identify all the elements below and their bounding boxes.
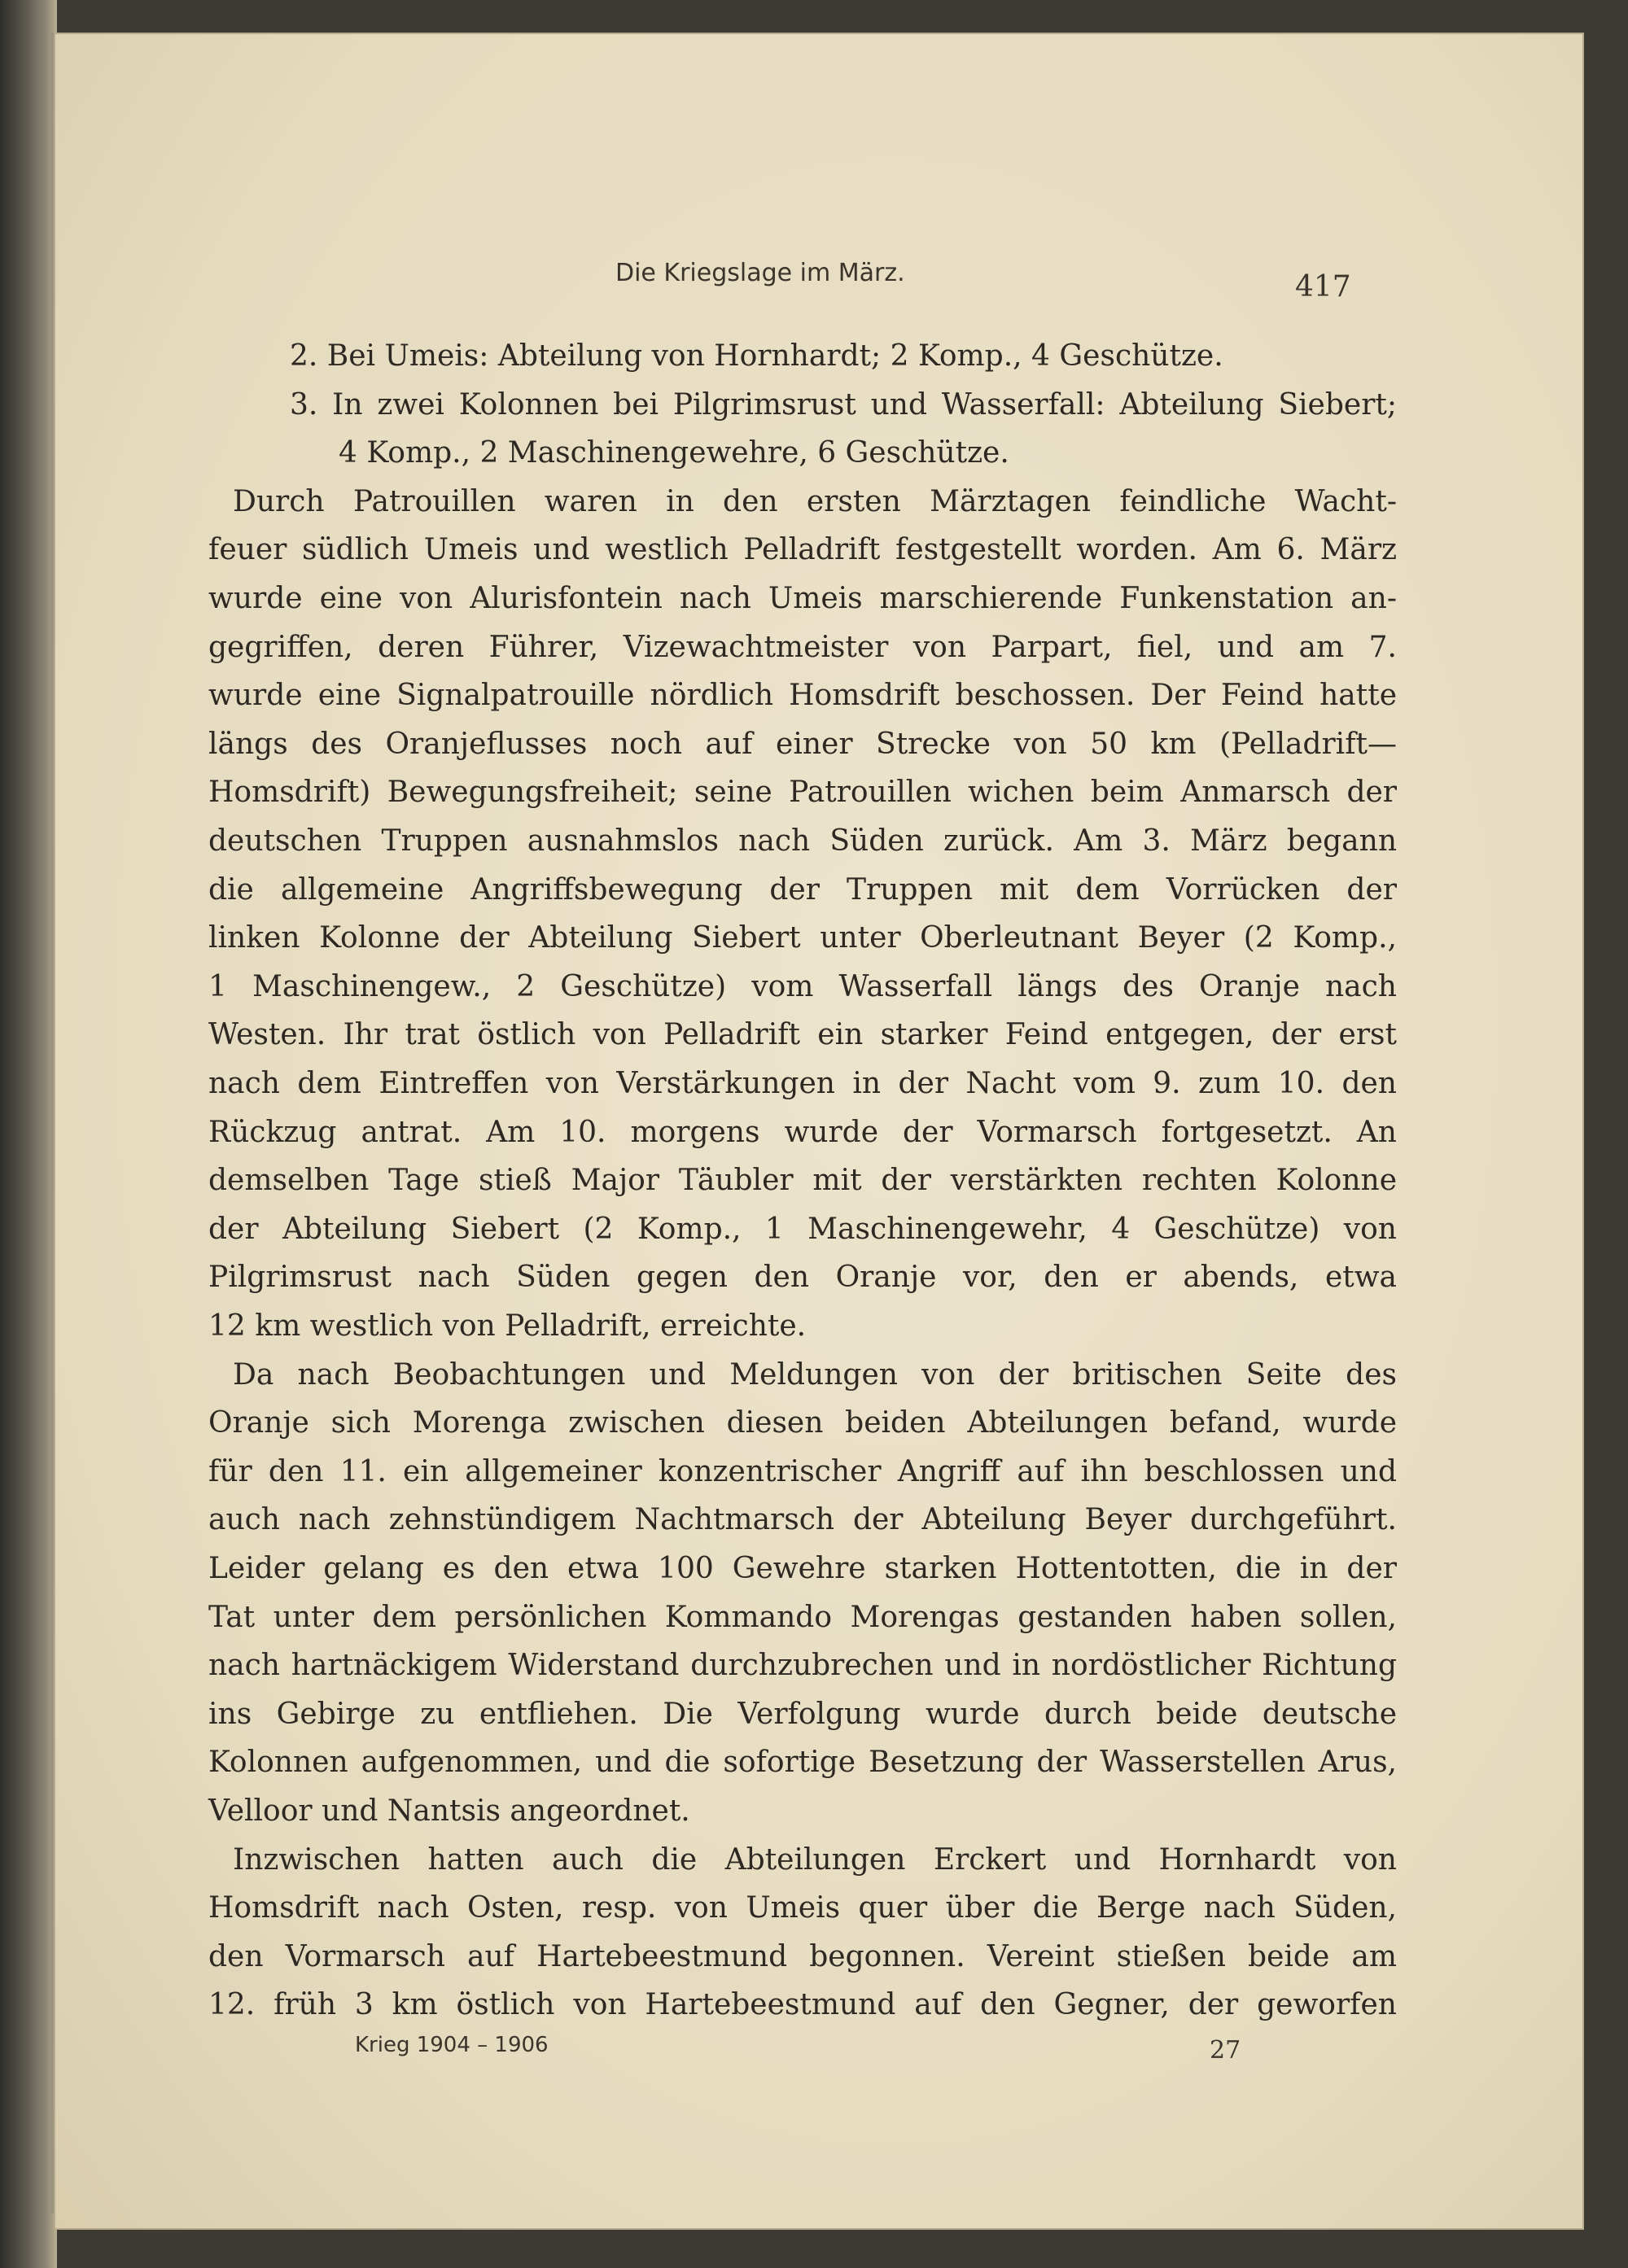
text-line: Tat unter dem persönlichen Kommando Morengas gestanden haben sollen, <box>208 1600 1397 1634</box>
text-line: für den 11. ein allgemeiner konzentrischer Angriff auf ihn beschlossen und <box>208 1454 1397 1488</box>
text-line: nach hartnäckigem Widerstand durchzubrechen und in nordöstlicher Richtung <box>208 1649 1397 1683</box>
text-line: längs des Oranjeflusses noch auf einer Strecke von 50 km (Pelladrift— <box>208 727 1397 761</box>
text-line: Durch Patrouillen waren in den ersten Märztagen feindliche Wacht- <box>233 484 1397 518</box>
text-line: 12 km westlich von Pelladrift, erreichte. <box>208 1309 807 1343</box>
text-line: auch nach zehnstündigem Nachtmarsch der Abteilung Beyer durchgeführt. <box>208 1503 1397 1537</box>
running-head-title: Die Kriegslage im März. <box>615 259 905 287</box>
text-line: nach dem Eintreffen von Verstärkungen in der Nacht vom 9. zum 10. den <box>208 1067 1397 1100</box>
text-line: 1 Maschinengew., 2 Geschütze) vom Wasserfall längs des Oranje nach <box>208 969 1397 1003</box>
text-line: Kolonnen aufgenommen, und die sofortige Besetzung der Wasserstellen Arus, <box>208 1746 1397 1780</box>
text-line: Oranje sich Morenga zwischen diesen beiden Abteilungen befand, wurde <box>208 1406 1397 1440</box>
text-line: Da nach Beobachtungen und Meldungen von der britischen Seite des <box>233 1357 1397 1392</box>
signature-mark: Krieg 1904 – 1906 <box>355 2033 549 2057</box>
text-line: wurde eine Signalpatrouille nördlich Homsdrift beschossen. Der Feind hatte <box>208 679 1397 713</box>
text-line: feuer südlich Umeis und westlich Pelladrift festgestellt worden. Am 6. März <box>208 533 1397 567</box>
text-line: linken Kolonne der Abteilung Siebert unter Oberleutnant Beyer (2 Komp., <box>208 921 1397 955</box>
text-line: Leider gelang es den etwa 100 Gewehre starken Hottentotten, die in der <box>208 1552 1397 1585</box>
text-line: ins Gebirge zu entfliehen. Die Verfolgung wurde durch beide deutsche <box>208 1697 1397 1731</box>
text-line: Pilgrimsrust nach Süden gegen den Oranje vor, den er abends, etwa <box>208 1261 1397 1295</box>
text-line: Westen. Ihr trat östlich von Pelladrift ein starker Feind entgegen, der erst <box>208 1018 1397 1052</box>
text-line: demselben Tage stieß Major Täubler mit der verstärkten rechten Kolonne <box>208 1164 1397 1198</box>
text-line: die allgemeine Angriffsbewegung der Truppen mit dem Vorrücken der <box>208 872 1397 907</box>
text-line: der Abteilung Siebert (2 Komp., 1 Maschinengewehr, 4 Geschütze) von <box>208 1212 1397 1246</box>
text-line: 4 Komp., 2 Maschinengewehre, 6 Geschütze. <box>339 436 1009 470</box>
running-head <box>54 234 1584 304</box>
text-line: Inzwischen hatten auch die Abteilungen Erckert und Hornhardt von <box>233 1842 1397 1877</box>
text-line: gegriffen, deren Führer, Vizewachtmeister von Parpart, fiel, und am 7. <box>208 630 1397 664</box>
text-line: 2. Bei Umeis: Abteilung von Hornhardt; 2 Komp., 4 Geschütze. <box>290 339 1223 373</box>
text-line: Velloor und Nantsis angeordnet. <box>208 1794 690 1828</box>
text-line: deutschen Truppen ausnahmslos nach Süden zurück. Am 3. März begann <box>208 824 1397 858</box>
text-line: den Vormarsch auf Hartebeestmund begonnen. Vereint stießen beide am <box>208 1939 1397 1973</box>
sheet-number: 27 <box>1210 2036 1241 2065</box>
text-line: Homsdrift) Bewegungsfreiheit; seine Patrouillen wichen beim Anmarsch der <box>208 776 1397 810</box>
text-line: 3. In zwei Kolonnen bei Pilgrimsrust und Wasserfall: Abteilung Siebert; <box>290 387 1397 422</box>
text-line: wurde eine von Alurisfontein nach Umeis marschierende Funkenstation an- <box>208 582 1397 615</box>
page-number: 417 <box>1295 270 1351 304</box>
book-page <box>54 33 1584 2230</box>
text-line: 12. früh 3 km östlich von Hartebeestmund auf den Gegner, der geworfen <box>208 1988 1397 2022</box>
text-line: Homsdrift nach Osten, resp. von Umeis quer über die Berge nach Süden, <box>208 1891 1397 1925</box>
text-line: Rückzug antrat. Am 10. morgens wurde der Vormarsch fortgesetzt. An <box>208 1115 1397 1149</box>
